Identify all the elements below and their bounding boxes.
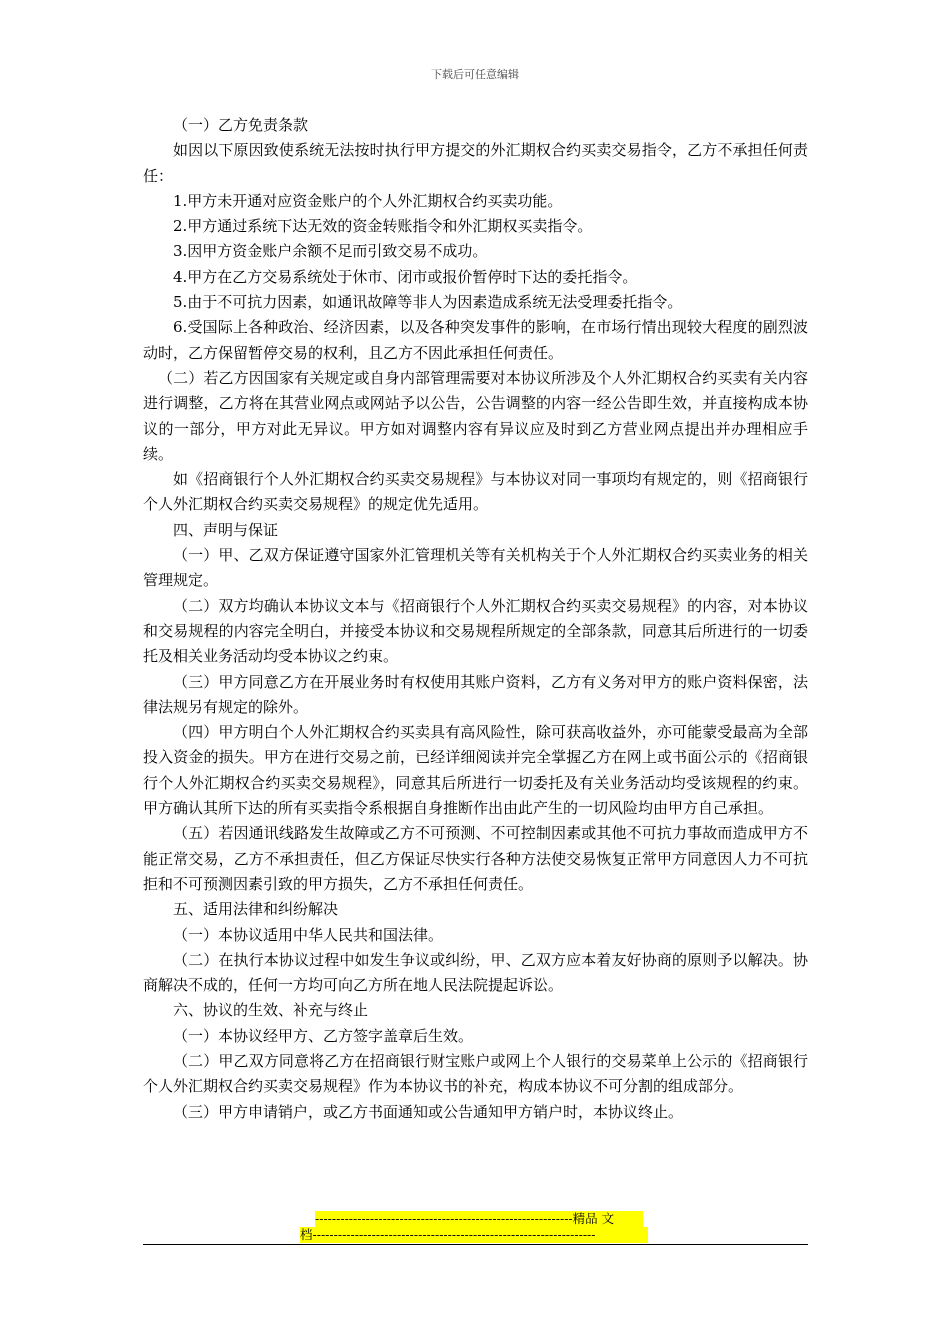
paragraph: （二）在执行本协议过程中如发生争议或纠纷，甲、乙双方应本着友好协商的原则予以解决。协商解决不成的，任何一方均可向乙方所在地人民法院提起诉讼。: [143, 950, 808, 995]
footer-line-2: 档-------------------------------------------------------------------: [300, 1227, 648, 1243]
paragraph: （四）甲方明白个人外汇期权合约买卖具有高风险性，除可获高收益外，亦可能蒙受最高为全部投入资金的损失。甲方在进行交易之前，已经详细阅读并完全掌握乙方在网上或书面公示的《招商银行个人外汇期权合约买卖交易规程》，同意其后所进行一切委托及有关业务活动均受该规程的约束。甲方确认其所下达的所有买卖指令系根据自身推断作出由此产生的一切风险均由甲方自己承担。: [143, 723, 808, 818]
paragraph: （一）本协议经甲方、乙方签字盖章后生效。: [173, 1026, 474, 1045]
page-header: 下载后可任意编辑: [431, 68, 519, 81]
footer-rule: [143, 1244, 808, 1245]
paragraph: （三）甲方申请销户，或乙方书面通知或公告通知甲方销户时，本协议终止。: [173, 1102, 684, 1121]
paragraph: 4.甲方在乙方交易系统处于休市、闭市或报价暂停时下达的委托指令。: [173, 267, 638, 286]
paragraph: （二）甲乙双方同意将乙方在招商银行财宝账户或网上个人银行的交易菜单上公示的《招商银行个人外汇期权合约买卖交易规程》作为本协议书的补充，构成本协议不可分割的组成部分。: [143, 1051, 808, 1096]
paragraph: （一）甲、乙双方保证遵守国家外汇管理机关等有关机构关于个人外汇期权合约买卖业务的相关管理规定。: [143, 546, 808, 590]
paragraph: 3.因甲方资金账户余额不足而引致交易不成功。: [173, 242, 488, 261]
paragraph: 2.甲方通过系统下达无效的资金转账指令和外汇期权买卖指令。: [173, 217, 593, 236]
paragraph: （二）若乙方因国家有关规定或自身内部管理需要对本协议所涉及个人外汇期权合约买卖有关内容进行调整，乙方将在其营业网点或网站予以公告，公告调整的内容一经公告即生效，并直接构成本协议的一部分，甲方对此无异议。甲方如对调整内容有异议应及时到乙方营业网点提出并办理相应手续。: [143, 368, 808, 463]
section-heading: 六、协议的生效、补充与终止: [173, 1001, 369, 1020]
paragraph: 6.受国际上各种政治、经济因素，以及各种突发事件的影响，在市场行情出现较大程度的剧烈波动时，乙方保留暂停交易的权利，且乙方不因此承担任何责任。: [143, 318, 808, 362]
section-heading: 五、适用法律和纠纷解决: [173, 900, 339, 919]
paragraph: 1.甲方未开通对应资金账户的个人外汇期权合约买卖功能。: [173, 191, 563, 210]
document-body: [143, 113, 808, 1125]
paragraph: （一）乙方免责条款: [173, 116, 309, 134]
section-heading: 四、声明与保证: [173, 520, 279, 539]
paragraph: （一）本协议适用中华人民共和国法律。: [173, 925, 444, 944]
paragraph: 如《招商银行个人外汇期权合约买卖交易规程》与本协议对同一事项均有规定的，则《招商银行个人外汇期权合约买卖交易规程》的规定优先适用。: [143, 470, 808, 514]
footer-line-1: -------------------------------------------------------------精品 文: [315, 1211, 643, 1227]
paragraph: 如因以下原因致使系统无法按时执行甲方提交的外汇期权合约买卖交易指令，乙方不承担任何责任：: [143, 141, 808, 185]
page-footer: [300, 1211, 650, 1243]
paragraph: （五）若因通讯线路发生故障或乙方不可预测、不可控制因素或其他不可抗力事故而造成甲方不能正常交易，乙方不承担责任，但乙方保证尽快实行各种方法使交易恢复正常甲方同意因人力不可抗拒和不可预测因素引致的甲方损失，乙方不承担任何责任。: [143, 824, 808, 893]
paragraph: （二）双方均确认本协议文本与《招商银行个人外汇期权合约买卖交易规程》的内容，对本协议和交易规程的内容完全明白，并接受本协议和交易规程所规定的全部条款，同意其后所进行的一切委托及相关业务活动均受本协议之约束。: [143, 596, 808, 666]
paragraph: （三）甲方同意乙方在开展业务时有权使用其账户资料，乙方有义务对甲方的账户资料保密，法律法规另有规定的除外。: [143, 672, 808, 716]
paragraph: 5.由于不可抗力因素，如通讯故障等非人为因素造成系统无法受理委托指令。: [173, 293, 683, 312]
